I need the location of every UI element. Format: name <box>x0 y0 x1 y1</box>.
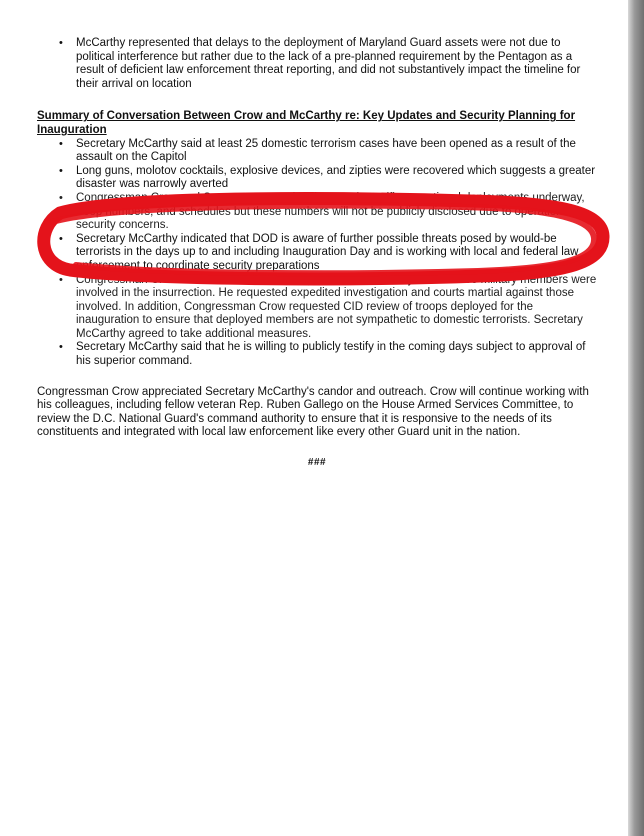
highlighted-list-item: • Secretary McCarthy indicated that DOD is aware of further possible threats posed by would-be terrorists in the days up to and including Inauguration Day and is working with local and federal law enforcement to coordinate security preparations <box>37 233 597 274</box>
summary-bullet-list <box>37 138 597 369</box>
end-mark: ### <box>307 457 327 469</box>
intro-bullet-list <box>37 37 597 91</box>
list-item: • McCarthy represented that delays to the deployment of Maryland Guard assets were not due to political interference but rather due to the lack of a pre-planned requirement by the Pentagon as a result of deficient law enforcement threat reporting, and did not substantively impact the timeline for their arrival on location <box>37 37 597 91</box>
list-item: • Congressman Crow raised concerns about reports that active duty and reserve military members were involved in the insurrection. He requested expedited investigation and courts martial against those involved. In addition, Congressman Crow requested CID review of troops deployed for the inauguration to ensure that deployed members are not sympathetic to domestic terrorists. Secretary McCarthy agreed to take additional measures. <box>37 274 597 342</box>
list-item: • Secretary McCarthy said at least 25 domestic terrorism cases have been opened as a result of the assault on the Capitol <box>37 138 597 165</box>
closing-paragraph: Congressman Crow appreciated Secretary McCarthy's candor and outreach. Crow will continue working with his colleagues, including fellow veteran Rep. Ruben Gallego on the House Armed Services Committee, to review the D.C. National Guard's command authority to ensure that it is responsive to the needs of its constituents and integrated with local law enforcement like every other Guard unit in the nation. <box>37 385 589 439</box>
list-item: • Congressman Crow and Secretary McCarthy discussed specific operational deployments underway, troop numbers, and schedules but these numbers will not be publicly disclosed due to operational security concerns. <box>37 192 597 233</box>
list-item: • Long guns, molotov cocktails, explosive devices, and zipties were recovered which suggests a greater disaster was narrowly averted <box>37 165 597 192</box>
list-item: • Secretary McCarthy said that he is willing to publicly testify in the coming days subject to approval of his superior command. <box>37 341 597 368</box>
document-body <box>37 37 597 480</box>
page-edge-shadow <box>628 0 644 836</box>
section-heading: Summary of Conversation Between Crow and McCarthy re: Key Updates and Security Planning for Inauguration <box>37 110 576 136</box>
